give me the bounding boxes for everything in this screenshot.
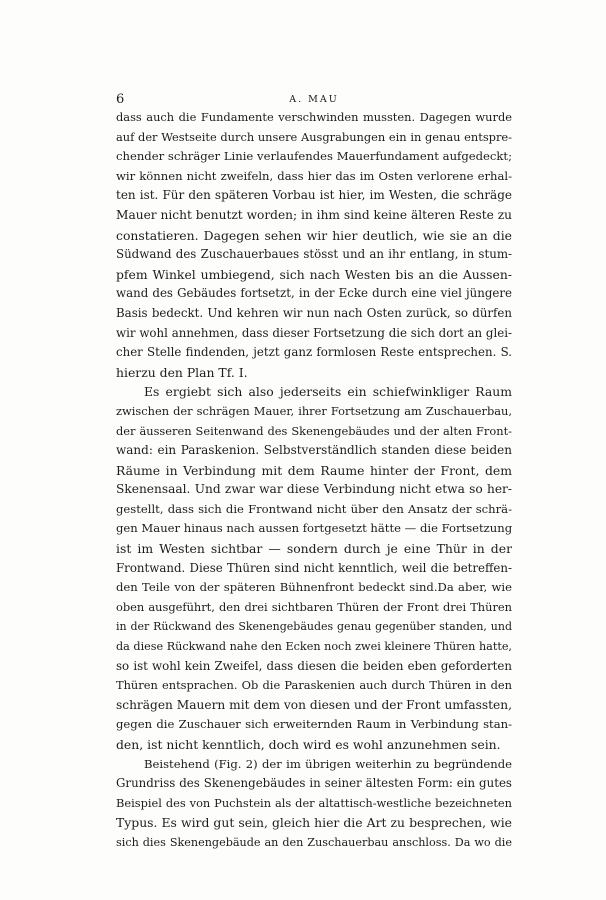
text-line: Beistehend (Fig. 2) der im übrigen weiterhin zu begründende bbox=[144, 756, 512, 771]
text-line: wir wohl annehmen, dass dieser Fortsetzung die sich dort an glei- bbox=[116, 325, 512, 340]
text-line: Räume in Verbindung mit dem Raume hinter der Front, dem bbox=[116, 462, 512, 478]
text-line: pfem Winkel umbiegend, sich nach Westen bis an die Aussen- bbox=[116, 266, 512, 282]
text-line: dass auch die Fundamente verschwinden mussten. Dagegen wurde bbox=[116, 110, 512, 124]
text-line: Beispiel des von Puchstein als der altattisch-westliche bezeichneten bbox=[116, 795, 512, 810]
text-line: gegen die Zuschauer sich erweiternden Raum in Verbindung stan- bbox=[116, 717, 512, 732]
text-line: hierzu den Plan Tf. I. bbox=[116, 364, 248, 380]
text-line: wand: ein Paraskenion. Selbstverständlich standen diese beiden bbox=[116, 443, 512, 458]
text-line: ist im Westen sichtbar — sondern durch je eine Thür in der bbox=[116, 541, 512, 557]
text-line: chender schräger Linie verlaufendes Mauerfundament aufgedeckt; bbox=[116, 149, 512, 164]
text-line: sich dies Skenengebäude an den Zuschauerbau anschloss. Da wo die bbox=[116, 835, 512, 849]
text-line: cher Stelle findenden, jetzt ganz formlosen Reste entsprechen. S. bbox=[116, 345, 512, 360]
text-line: Basis bedeckt. Und kehren wir nun nach Osten zurück, so dürfen bbox=[116, 305, 512, 320]
text-line: Thüren entsprachen. Ob die Paraskenien auch durch Thüren in den bbox=[116, 678, 512, 693]
text-line: den Teile von der späteren Bühnenfront bedeckt sind.Da aber, wie bbox=[116, 580, 512, 595]
page-number: 6 bbox=[116, 92, 125, 107]
text-line: Typus. Es wird gut sein, gleich hier die Art zu besprechen, wie bbox=[116, 815, 512, 831]
text-line: gestellt, dass sich die Frontwand nicht über den Ansatz der schrä- bbox=[116, 501, 512, 516]
text-line: schrägen Mauern mit dem von diesen und der Front umfassten, bbox=[116, 697, 512, 712]
text-line: Skenensaal. Und zwar war diese Verbindung nicht etwa so her- bbox=[116, 482, 512, 497]
text-line: Mauer nicht benutzt worden; in ihm sind keine älteren Reste zu bbox=[116, 207, 512, 222]
body-text bbox=[116, 108, 512, 853]
text-line: den, ist nicht kenntlich, doch wird es wohl anzunehmen sein. bbox=[116, 737, 501, 752]
text-line: der äusseren Seitenwand des Skenengebäudes und der alten Front- bbox=[116, 423, 512, 438]
text-line: auf der Westseite durch unsere Ausgrabungen ein in genau entspre- bbox=[116, 129, 512, 144]
text-line: oben ausgeführt, den drei sichtbaren Thüren der Front drei Thüren bbox=[116, 599, 512, 614]
text-line: wand des Gebäudes fortsetzt, in der Ecke durch eine viel jüngere bbox=[116, 286, 512, 301]
text-line: da diese Rückwand nahe den Ecken noch zwei kleinere Thüren hatte, bbox=[116, 640, 512, 654]
text-line: zwischen der schrägen Mauer, ihrer Fortsetzung am Zuschauerbau, bbox=[116, 403, 512, 418]
text-line: Es ergiebt sich also jederseits ein schiefwinkliger Raum bbox=[144, 384, 512, 400]
running-head: A. MAU bbox=[289, 94, 339, 105]
text-line: constatieren. Dagegen sehen wir hier deutlich, wie sie an die bbox=[116, 227, 512, 243]
text-line: Grundriss des Skenengebäudes in seiner ältesten Form: ein gutes bbox=[116, 776, 512, 791]
text-line: gen Mauer hinaus nach aussen fortgesetzt hätte — die Fortsetzung bbox=[116, 521, 512, 536]
text-line: Südwand des Zuschauerbaues stösst und an ihr entlang, in stum- bbox=[116, 247, 512, 262]
text-line: ten ist. Für den späteren Vorbau ist hier, im Westen, die schräge bbox=[116, 188, 512, 203]
text-line: Frontwand. Diese Thüren sind nicht kenntlich, weil die betreffen- bbox=[116, 560, 512, 575]
text-line: so ist wohl kein Zweifel, dass diesen die beiden eben geforderten bbox=[116, 658, 512, 673]
text-line: in der Rückwand des Skenengebäudes genau gegenüber standen, und bbox=[116, 620, 512, 634]
text-line: wir können nicht zweifeln, dass hier das im Osten verlorene erhal- bbox=[116, 168, 512, 183]
